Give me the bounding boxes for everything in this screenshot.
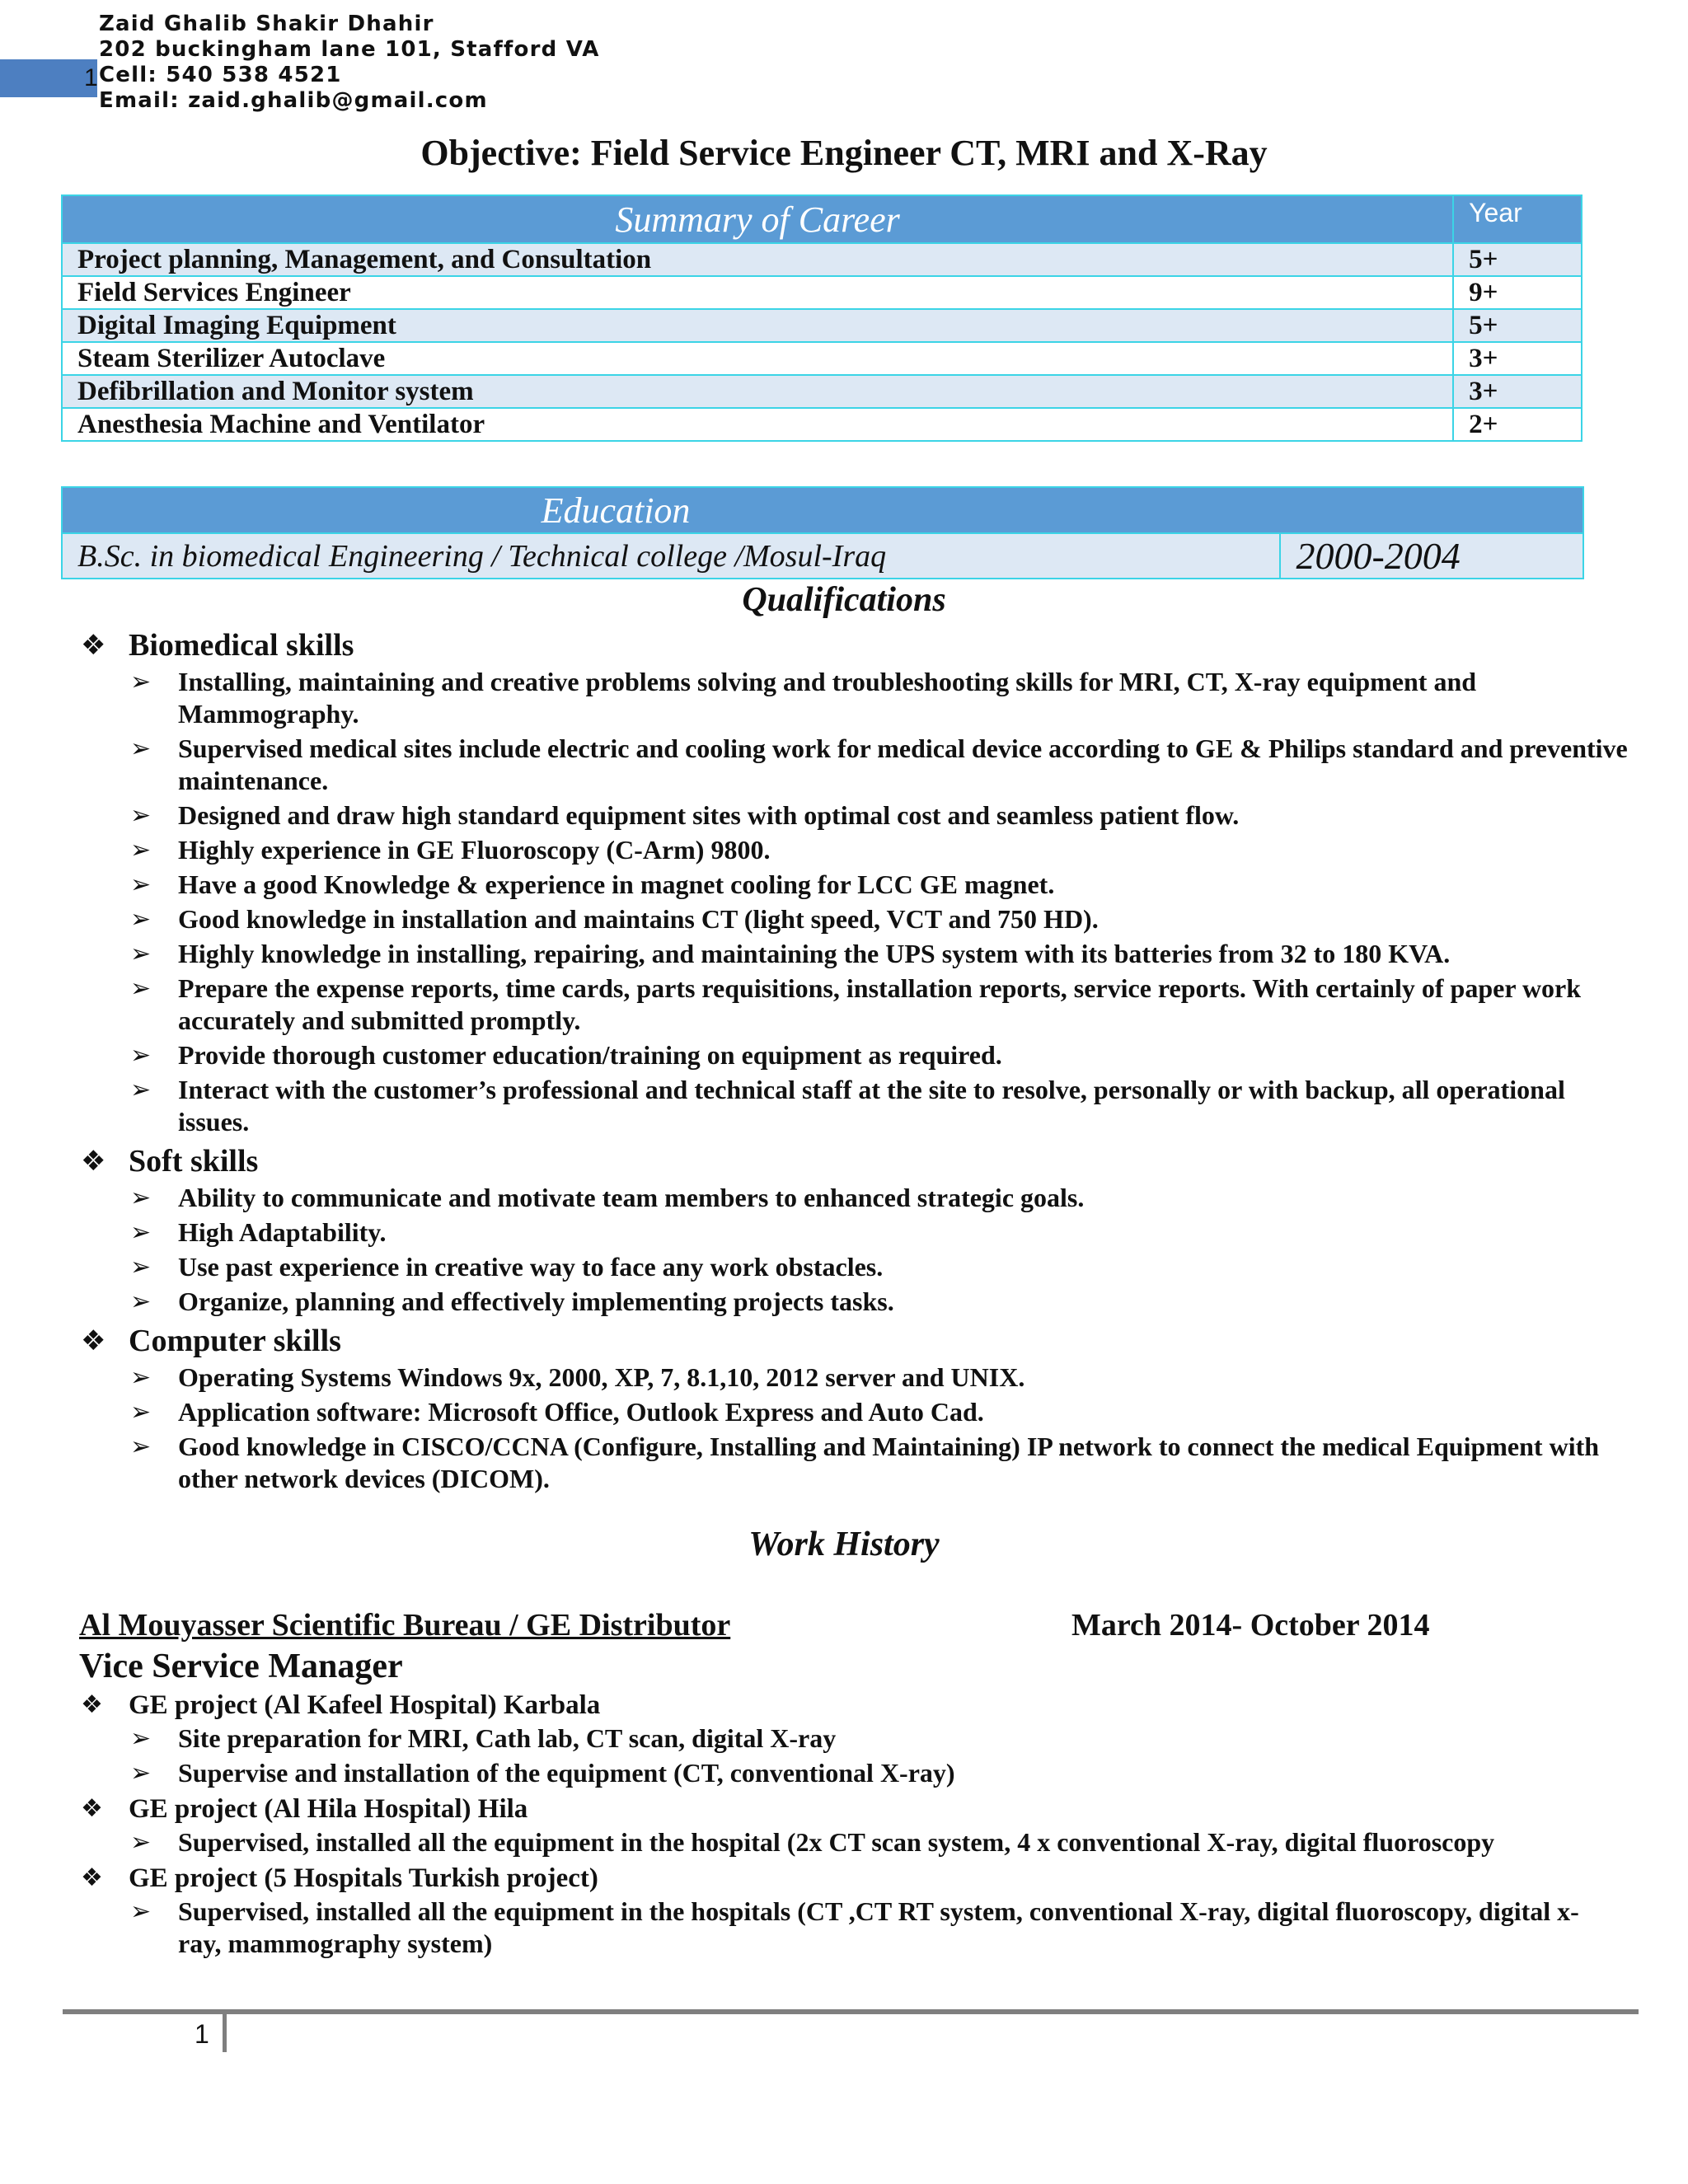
employment-dates: March 2014- October 2014 [1071, 1608, 1430, 1643]
table-row [62, 408, 1582, 441]
arrow-bullet-icon: ➢ [130, 1041, 152, 1070]
list-item: ➢ Supervise and installation of the equipment (CT, conventional X-ray) [130, 1758, 955, 1788]
computer-skills-heading: ❖ Computer skills [79, 1320, 1629, 1361]
career-years: 5+ [1453, 309, 1582, 342]
arrow-bullet-icon: ➢ [130, 734, 152, 763]
list-item: ➢ Interact with the customer’s professional and technical staff at the site to resolve, personally or with backup, all operational issues. [130, 1075, 1565, 1137]
work-history-title: Work History [748, 1526, 940, 1563]
career-years: 2+ [1453, 408, 1582, 441]
arrow-bullet-icon: ➢ [130, 1183, 152, 1212]
list-item: ➢ Ability to communicate and motivate team members to enhanced strategic goals. [130, 1183, 1085, 1212]
project-heading: ❖ GE project (Al Kafeel Hospital) Karbala [79, 1688, 1629, 1722]
education-header-row [62, 487, 1583, 533]
career-years: 3+ [1453, 375, 1582, 408]
list-item: ➢ Supervised, installed all the equipment in the hospital (2x CT scan system, 4 x conventional X-ray, digital fluoroscopy [130, 1827, 1495, 1857]
arrow-bullet-icon: ➢ [130, 870, 152, 899]
arrow-bullet-icon: ➢ [130, 668, 152, 696]
qualifications-title: Qualifications [742, 581, 946, 619]
arrow-bullet-icon: ➢ [130, 1398, 152, 1427]
list-item: ➢ Installing, maintaining and creative problems solving and troubleshooting skills for MRI, CT, X-ray equipment and Mammography. [130, 667, 1477, 729]
arrow-bullet-icon: ➢ [130, 1828, 152, 1857]
diamond-bullet-icon: ❖ [81, 1863, 103, 1892]
career-years: 9+ [1453, 276, 1582, 309]
list-item: ➢ Supervised medical sites include electric and cooling work for medical device according to GE & Philips standard and preventive maintenance. [130, 733, 1628, 795]
arrow-bullet-icon: ➢ [130, 1218, 152, 1247]
contact-address: 202 buckingham lane 101, Stafford VA [99, 37, 600, 62]
project-heading: ❖ GE project (5 Hospitals Turkish project) [79, 1861, 1629, 1896]
arrow-bullet-icon: ➢ [130, 1363, 152, 1392]
career-year-header: Year [1453, 195, 1582, 243]
contact-name: Zaid Ghalib Shakir Dhahir [99, 12, 434, 36]
table-row [62, 533, 1583, 579]
page-number: 1 [195, 2019, 209, 2049]
list-item: ➢ Site preparation for MRI, Cath lab, CT scan, digital X-ray [130, 1723, 837, 1753]
career-label: Anesthesia Machine and Ventilator [62, 408, 1453, 441]
education-title: Education [62, 487, 1583, 533]
diamond-bullet-icon: ❖ [81, 1145, 106, 1178]
table-row [62, 243, 1582, 276]
page-tab [0, 59, 97, 97]
arrow-bullet-icon: ➢ [130, 801, 152, 830]
soft-skills-heading: ❖ Soft skills [79, 1141, 1629, 1182]
arrow-bullet-icon: ➢ [130, 1759, 152, 1788]
career-label: Field Services Engineer [62, 276, 1453, 309]
projects-list [79, 1688, 1629, 1962]
arrow-bullet-icon: ➢ [130, 1724, 152, 1753]
biomedical-skills-heading: ❖ Biomedical skills [79, 625, 1629, 666]
job-title: Vice Service Manager [79, 1647, 403, 1685]
diamond-bullet-icon: ❖ [81, 1324, 106, 1357]
career-header-row [62, 195, 1582, 243]
list-item: ➢ Operating Systems Windows 9x, 2000, XP, 7, 8.1,10, 2012 server and UNIX. [130, 1362, 1025, 1392]
career-label: Defibrillation and Monitor system [62, 375, 1453, 408]
diamond-bullet-icon: ❖ [81, 1690, 103, 1719]
list-item: ➢ Have a good Knowledge & experience in magnet cooling for LCC GE magnet. [130, 869, 1055, 899]
arrow-bullet-icon: ➢ [130, 1076, 152, 1104]
qualifications-list [79, 625, 1629, 1497]
table-row [62, 342, 1582, 375]
list-item: ➢ High Adaptability. [130, 1217, 387, 1247]
education-degree: B.Sc. in biomedical Engineering / Technical college /Mosul-Iraq [62, 533, 1280, 579]
contact-block [99, 12, 600, 114]
career-label: Project planning, Management, and Consultation [62, 243, 1453, 276]
objective-heading: Objective: Field Service Engineer CT, MRI and X-Ray [420, 133, 1268, 173]
contact-phone: Cell: 540 538 4521 [99, 63, 342, 87]
career-table-title: Summary of Career [62, 195, 1453, 243]
arrow-bullet-icon: ➢ [130, 1253, 152, 1282]
table-row [62, 375, 1582, 408]
project-heading: ❖ GE project (Al Hila Hospital) Hila [79, 1792, 1629, 1826]
list-item: ➢ Organize, planning and effectively implementing projects tasks. [130, 1286, 894, 1316]
arrow-bullet-icon: ➢ [130, 974, 152, 1003]
list-item: ➢ Designed and draw high standard equipment sites with optimal cost and seamless patient flow. [130, 800, 1240, 830]
page-tab-number: 1 [84, 64, 98, 91]
list-item: ➢ Provide thorough customer education/training on equipment as required. [130, 1040, 1002, 1070]
education-table [61, 486, 1584, 579]
career-label: Digital Imaging Equipment [62, 309, 1453, 342]
list-item: ➢ Highly experience in GE Fluoroscopy (C-Arm) 9800. [130, 835, 771, 865]
career-summary-table [61, 194, 1582, 442]
arrow-bullet-icon: ➢ [130, 905, 152, 934]
contact-email: Email: zaid.ghalib@gmail.com [99, 88, 488, 113]
list-item: ➢ Application software: Microsoft Office, Outlook Express and Auto Cad. [130, 1397, 984, 1427]
arrow-bullet-icon: ➢ [130, 1432, 152, 1461]
footer-rule [63, 2009, 1639, 2014]
arrow-bullet-icon: ➢ [130, 940, 152, 968]
arrow-bullet-icon: ➢ [130, 836, 152, 865]
table-row [62, 276, 1582, 309]
list-item: ➢ Use past experience in creative way to face any work obstacles. [130, 1252, 884, 1282]
company-name: Al Mouyasser Scientific Bureau / GE Distributor [79, 1608, 731, 1643]
career-years: 5+ [1453, 243, 1582, 276]
career-label: Steam Sterilizer Autoclave [62, 342, 1453, 375]
list-item: ➢ Highly knowledge in installing, repairing, and maintaining the UPS system with its batteries from 32 to 180 KVA. [130, 939, 1451, 968]
list-item: ➢ Good knowledge in CISCO/CCNA (Configure, Installing and Maintaining) IP network to connect the medical Equipment with other network devices (DICOM). [130, 1432, 1600, 1493]
list-item: ➢ Good knowledge in installation and maintains CT (light speed, VCT and 750 HD). [130, 904, 1099, 934]
education-years: 2000-2004 [1280, 533, 1583, 579]
arrow-bullet-icon: ➢ [130, 1287, 152, 1316]
list-item: ➢ Supervised, installed all the equipment in the hospitals (CT ,CT RT system, conventional X-ray, digital fluoroscopy, digital x- ray, mammography system) [130, 1896, 1579, 1958]
diamond-bullet-icon: ❖ [81, 1794, 103, 1823]
career-years: 3+ [1453, 342, 1582, 375]
diamond-bullet-icon: ❖ [81, 629, 106, 662]
footer-tick [223, 2011, 227, 2052]
arrow-bullet-icon: ➢ [130, 1897, 152, 1926]
list-item: ➢ Prepare the expense reports, time cards, parts requisitions, installation reports, service reports. With certainly of paper work accurately and submitted promptly. [130, 973, 1582, 1035]
table-row [62, 309, 1582, 342]
